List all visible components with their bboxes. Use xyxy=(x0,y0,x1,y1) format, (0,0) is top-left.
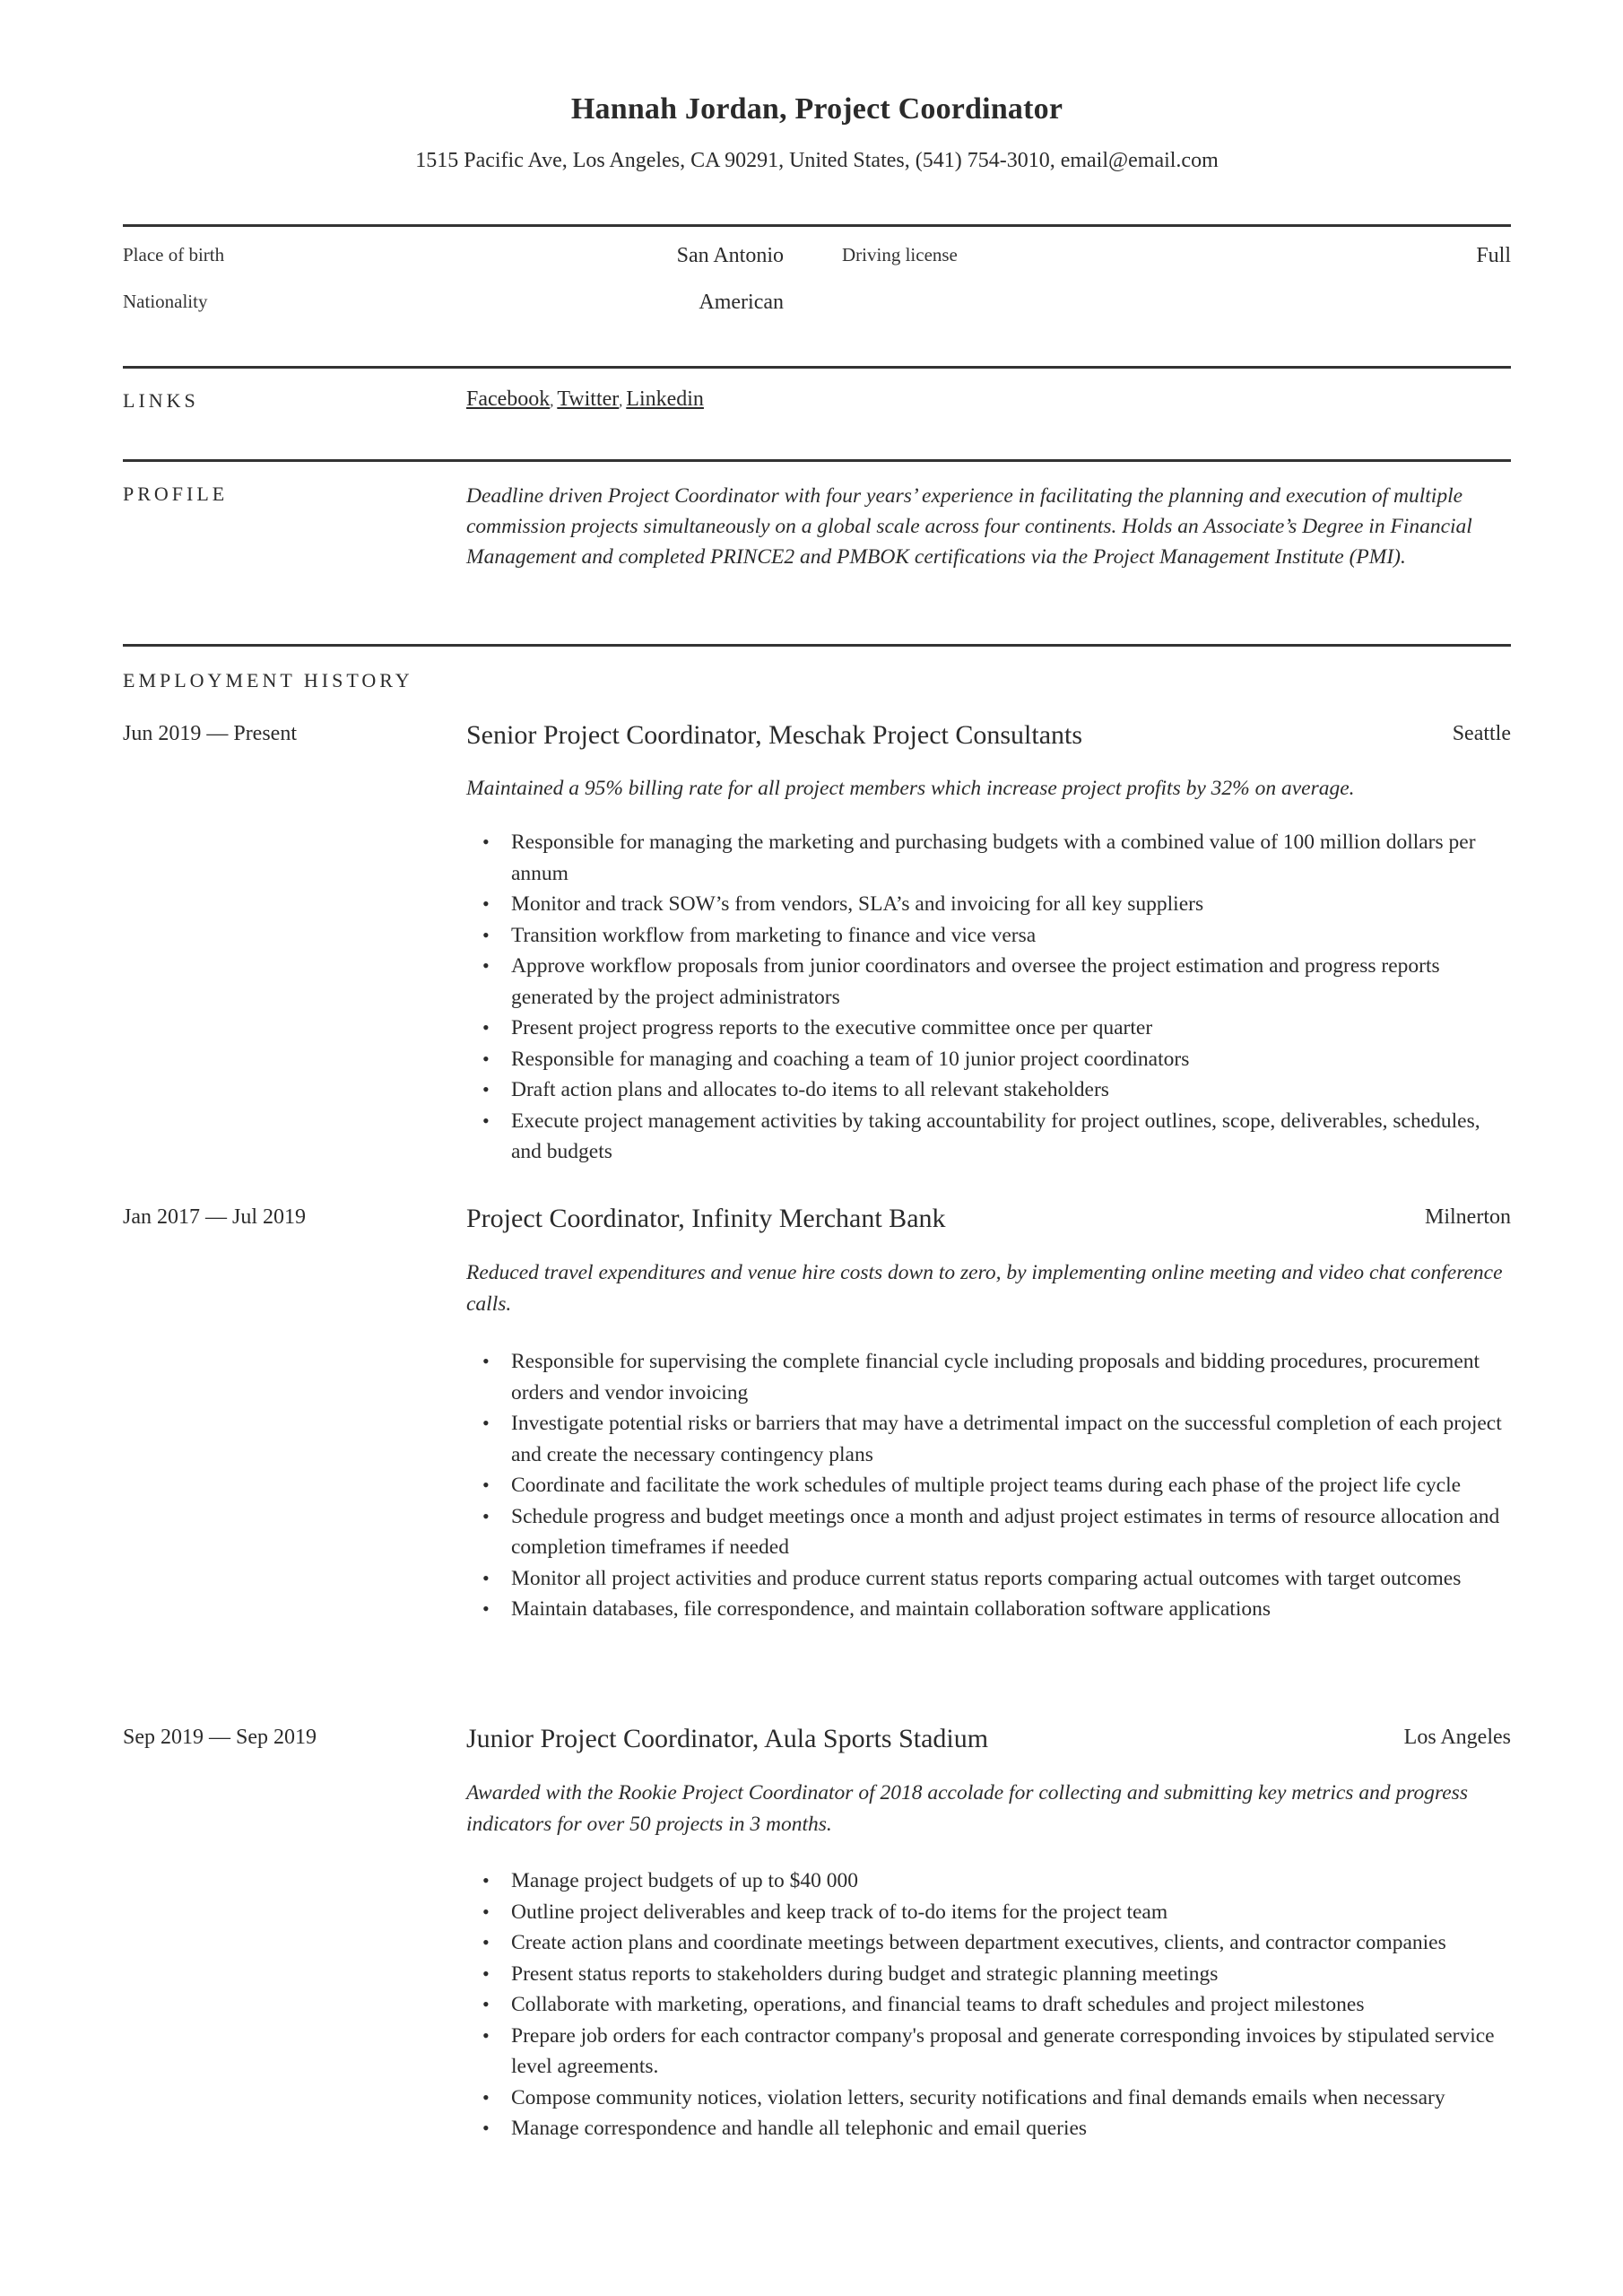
profile-section-title: PROFILE xyxy=(123,483,229,505)
bullet-icon: • xyxy=(482,2117,490,2139)
bullet-icon: • xyxy=(482,1993,490,2015)
list-item: • Compose community notices, violation letters, security notifications and final demands emails when necessary xyxy=(466,2083,1511,2114)
divider xyxy=(123,459,1511,462)
list-item: • Prepare job orders for each contractor company's proposal and generate corresponding invoices by stipulated service level agreements. xyxy=(466,2021,1511,2083)
job-city: Milnerton xyxy=(1425,1205,1511,1229)
job-city: Los Angeles xyxy=(1403,1726,1511,1749)
linkedin-link[interactable]: Linkedin xyxy=(626,387,704,411)
list-item: • Collaborate with marketing, operations, and financial teams to draft schedules and project milestones xyxy=(466,1989,1511,2021)
bullet-icon: • xyxy=(482,1961,490,1985)
bullet-icon: • xyxy=(482,1566,490,1589)
job-title: Junior Project Coordinator, Aula Sports Stadium xyxy=(466,1724,989,1753)
bullet-icon: • xyxy=(482,892,490,915)
links-list xyxy=(466,387,1511,412)
job-title: Project Coordinator, Infinity Merchant Bank xyxy=(466,1204,946,1233)
list-item: • Draft action plans and allocates to-do items to all relevant stakeholders xyxy=(466,1074,1511,1106)
list-item: • Approve workflow proposals from junior coordinators and oversee the project estimation and progress reports generated by the project administrators xyxy=(466,951,1511,1013)
list-item: • Monitor all project activities and produce current status reports comparing actual outcomes with target outcomes xyxy=(466,1563,1511,1595)
list-item: • Responsible for supervising the complete financial cycle including proposals and bidding procedures, procurement orders and vendor invoicing xyxy=(466,1346,1511,1408)
job-title: Senior Project Coordinator, Meschak Project Consultants xyxy=(466,720,1083,750)
nationality-label: Nationality xyxy=(123,291,208,312)
list-item: • Present project progress reports to the executive committee once per quarter xyxy=(466,1013,1511,1044)
job-dates: Jan 2017 — Jul 2019 xyxy=(123,1205,306,1229)
bullet-icon: • xyxy=(482,1869,490,1892)
driving-license-label: Driving license xyxy=(842,244,958,265)
bullet-icon: • xyxy=(482,1597,490,1620)
place-of-birth-label: Place of birth xyxy=(123,244,225,265)
list-item: • Manage correspondence and handle all telephonic and email queries xyxy=(466,2113,1511,2144)
job-city: Seattle xyxy=(1452,722,1511,745)
job-summary: Awarded with the Rookie Project Coordinator of 2018 accolade for collecting and submitting key metrics and progress indicators for over 50 projects in 3 months. xyxy=(466,1781,1468,1836)
link-separator: , xyxy=(619,394,627,409)
bullet-icon: • xyxy=(482,1474,490,1496)
job-dates: Sep 2019 — Sep 2019 xyxy=(123,1726,317,1749)
twitter-link[interactable]: Twitter xyxy=(557,387,620,411)
place-of-birth-value: San Antonio xyxy=(676,244,784,267)
driving-license-value: Full xyxy=(1476,244,1511,267)
list-item: • Outline project deliverables and keep track of to-do items for the project team xyxy=(466,1897,1511,1928)
candidate-name-title: Hannah Jordan, Project Coordinator xyxy=(570,92,1063,126)
bullet-icon: • xyxy=(482,1931,490,1953)
job-bullets xyxy=(466,827,1511,1168)
job-dates: Jun 2019 — Present xyxy=(123,722,297,745)
list-item: • Execute project management activities by taking accountability for project outlines, scope, deliverables, schedules, and budgets xyxy=(466,1106,1511,1168)
bullet-icon: • xyxy=(482,1047,490,1070)
divider xyxy=(123,644,1511,647)
list-item: • Create action plans and coordinate meetings between department executives, clients, and contractor companies xyxy=(466,1927,1511,1959)
contact-info: 1515 Pacific Ave, Los Angeles, CA 90291, United States, (541) 754-3010, email@email.com xyxy=(415,149,1219,172)
bullet-icon: • xyxy=(482,1504,490,1527)
links-section-title: LINKS xyxy=(123,389,199,412)
job-summary: Reduced travel expenditures and venue hire costs down to zero, by implementing online meeting and video chat conference calls. xyxy=(466,1261,1503,1316)
bullet-icon: • xyxy=(482,1412,490,1434)
bullet-icon: • xyxy=(482,1016,490,1039)
list-item: • Coordinate and facilitate the work schedules of multiple project teams during each phase of the project life cycle xyxy=(466,1470,1511,1501)
bullet-icon: • xyxy=(482,954,490,977)
bullet-icon: • xyxy=(482,2085,490,2109)
list-item: • Schedule progress and budget meetings once a month and adjust project estimates in terms of resource allocation and completion timeframes if needed xyxy=(466,1501,1511,1563)
link-separator: , xyxy=(550,394,558,409)
list-item: • Manage project budgets of up to $40 000 xyxy=(466,1866,1511,1897)
list-item: • Investigate potential risks or barriers that may have a detrimental impact on the successful completion of each project and create the necessary contingency plans xyxy=(466,1408,1511,1470)
bullet-icon: • xyxy=(482,1078,490,1100)
list-item: • Responsible for managing the marketing and purchasing budgets with a combined value of 100 million dollars per annum xyxy=(466,827,1511,889)
list-item: • Responsible for managing and coaching a team of 10 junior project coordinators xyxy=(466,1044,1511,1075)
divider xyxy=(123,224,1511,227)
bullet-icon: • xyxy=(482,831,490,853)
bullet-icon: • xyxy=(482,923,490,946)
list-item: • Transition workflow from marketing to finance and vice versa xyxy=(466,920,1511,952)
job-bullets xyxy=(466,1866,1511,2144)
list-item: • Present status reports to stakeholders during budget and strategic planning meetings xyxy=(466,1959,1511,1990)
bullet-icon: • xyxy=(482,1109,490,1132)
bullet-icon: • xyxy=(482,1900,490,1923)
facebook-link[interactable]: Facebook xyxy=(466,387,551,411)
profile-summary: Deadline driven Project Coordinator with four years’ experience in facilitating the planning and execution of multiple commission projects simultaneously on a global scale across four continents. Holds an Associate’s Degree in Financial Management and completed PRINCE2 and PMBOK certifications via the Project Management Institute (PMI). xyxy=(466,484,1472,569)
list-item: • Maintain databases, file correspondence, and maintain collaboration software applications xyxy=(466,1594,1511,1625)
bullet-icon: • xyxy=(482,1350,490,1372)
employment-section-title: EMPLOYMENT HISTORY xyxy=(123,669,413,691)
divider xyxy=(123,366,1511,369)
job-summary: Maintained a 95% billing rate for all project members which increase project profits by 32% on average. xyxy=(466,777,1355,800)
job-bullets xyxy=(466,1346,1511,1625)
bullet-icon: • xyxy=(482,2023,490,2047)
list-item: • Monitor and track SOW’s from vendors, SLA’s and invoicing for all key suppliers xyxy=(466,889,1511,920)
nationality-value: American xyxy=(699,291,784,314)
